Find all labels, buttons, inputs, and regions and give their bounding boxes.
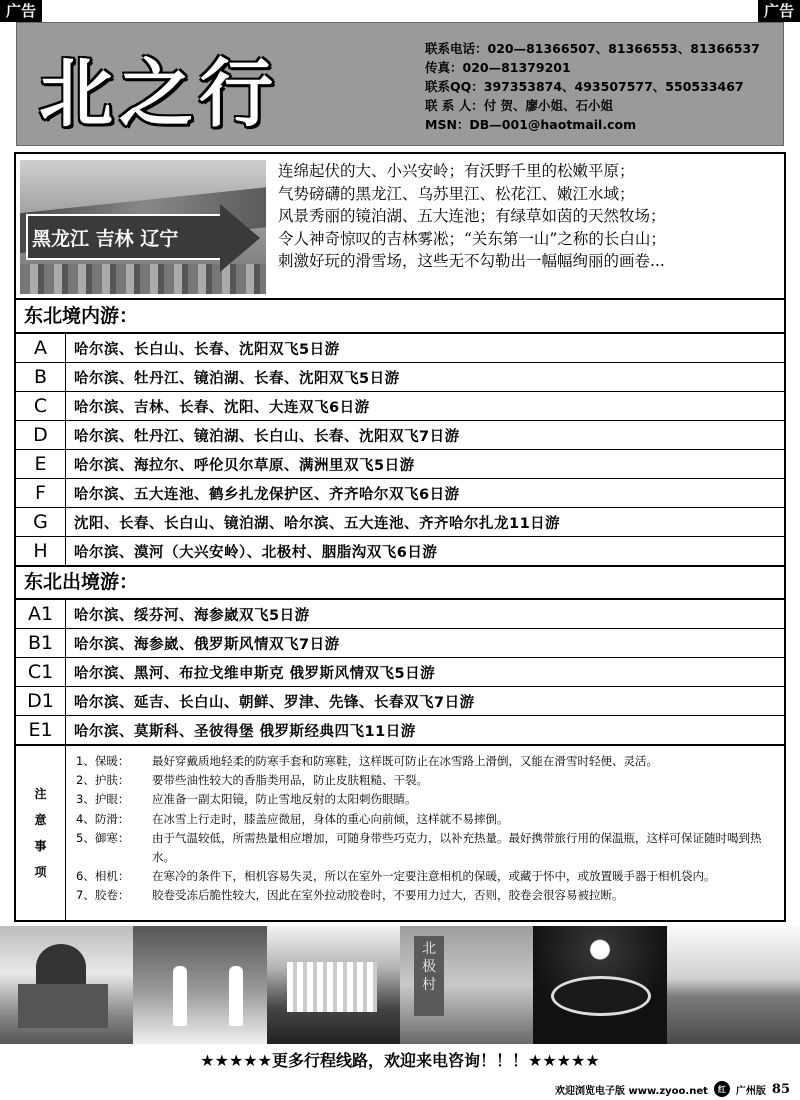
note-body: 胶卷受冻后脆性较大，因此在室外拉动胶卷时，不要用力过大，否则，胶卷会很容易被拉断。 [152, 888, 624, 903]
route-name: 哈尔滨、五大连池、鹤乡扎龙保护区、齐齐哈尔双飞6日游 [74, 486, 460, 503]
route-row [16, 334, 784, 363]
crane-icon [173, 966, 187, 1026]
note-item [76, 790, 782, 809]
note-item [76, 829, 782, 867]
cathedral-photo [0, 926, 133, 1044]
waterfall-icon [287, 962, 377, 1012]
route-code: D [16, 421, 66, 449]
route-code: A1 [16, 600, 66, 628]
route-row [16, 629, 784, 658]
route-name: 哈尔滨、莫斯科、圣彼得堡 俄罗斯经典四飞11日游 [74, 723, 416, 740]
note-title: 7、胶卷： [76, 888, 130, 903]
travel-notes [16, 746, 784, 920]
lake-icon [551, 976, 651, 1016]
contact-qq: 联系QQ：397353874、493507577、550533467 [425, 79, 744, 94]
route-code: E1 [16, 716, 66, 744]
note-body: 应准备一副太阳镜，防止雪地反射的太阳刺伤眼睛。 [152, 792, 417, 807]
route-code: H [16, 537, 66, 565]
route-code: C1 [16, 658, 66, 686]
notes-list [66, 746, 782, 920]
edition-label: 广州版 [735, 1085, 766, 1097]
note-item [76, 752, 782, 771]
domestic-route-list [16, 334, 784, 567]
note-title: 1、保暖： [76, 754, 130, 768]
route-code: E [16, 450, 66, 478]
route-name: 哈尔滨、吉林、长春、沈阳、大连双飞6日游 [74, 399, 370, 416]
intro-line: 连绵起伏的大、小兴安岭；有沃野千里的松嫩平原； [278, 162, 635, 180]
crater-lake-photo [533, 926, 666, 1044]
provinces-caption: 黑龙江 吉林 辽宁 [32, 228, 179, 250]
abroad-section-title: 东北出境游： [16, 566, 784, 600]
contact-persons: 联 系 人：付 贺、廖小姐、石小姐 [425, 98, 614, 113]
route-name: 哈尔滨、牡丹江、镜泊湖、长白山、长春、沈阳双飞7日游 [74, 428, 460, 445]
note-body: 在寒冷的条件下，相机容易失灵，所以在室外一定要注意相机的保暖，或藏于怀中，或放置暖手器于相机袋内。 [152, 869, 716, 884]
route-row [16, 421, 784, 450]
route-name: 哈尔滨、牡丹江、镜泊湖、长春、沈阳双飞5日游 [74, 370, 400, 387]
route-row [16, 687, 784, 716]
route-code: A [16, 334, 66, 362]
note-item [76, 886, 782, 905]
route-row [16, 716, 784, 746]
footer-website[interactable]: 欢迎浏览电子版 www.zyoo.net [554, 1085, 708, 1097]
note-item [76, 771, 782, 790]
page-footer [555, 1080, 790, 1098]
route-name: 哈尔滨、漠河（大兴安岭）、北极村、胭脂沟双飞6日游 [74, 544, 438, 561]
itinerary-box [14, 152, 786, 922]
note-title: 2、护肤： [76, 773, 130, 788]
cranes-photo [133, 926, 266, 1044]
route-row [16, 450, 784, 479]
northeast-road-sign-photo [20, 160, 266, 294]
route-name: 哈尔滨、海参崴、俄罗斯风情双飞7日游 [74, 636, 340, 653]
route-code: F [16, 479, 66, 507]
intro-line: 风景秀丽的镜泊湖、五大连池；有绿草如茵的天然牧场； [278, 207, 666, 225]
contact-info [425, 39, 760, 134]
ad-label-left: 广告 [0, 0, 42, 22]
brand-logo-text: 北之行 [39, 51, 279, 137]
inquiry-banner: ★★★★★更多行程线路，欢迎来电咨询！！！★★★★★ [200, 1051, 600, 1070]
header-banner [16, 22, 784, 146]
route-name: 哈尔滨、黑河、布拉戈维申斯克 俄罗斯风情双飞5日游 [74, 665, 436, 682]
note-body: 要带些油性较大的香脂类用品，防止皮肤粗糙、干裂。 [152, 773, 428, 788]
ad-label-right: 广告 [758, 0, 800, 22]
route-row [16, 600, 784, 629]
domestic-section-title: 东北境内游： [16, 300, 784, 334]
route-row [16, 392, 784, 421]
route-code: G [16, 508, 66, 536]
scenery-photo-strip [0, 926, 800, 1044]
intro-section [16, 154, 784, 300]
abroad-route-list [16, 600, 784, 746]
stone-inscription: 北极村 [421, 941, 436, 993]
note-title: 4、防滑： [76, 811, 130, 826]
note-item [76, 810, 782, 829]
route-name: 哈尔滨、长白山、长春、沈阳双飞5日游 [74, 341, 340, 358]
contact-fax: 传真：020—81379201 [425, 60, 571, 75]
route-code: D1 [16, 687, 66, 715]
route-row [16, 363, 784, 392]
note-item [76, 867, 782, 886]
route-row [16, 508, 784, 537]
intro-line: 气势磅礴的黑龙江、乌苏里江、松花江、嫩江水域； [278, 184, 635, 203]
publisher-logo-icon: 红 [714, 1081, 730, 1097]
route-code: B [16, 363, 66, 391]
route-row [16, 479, 784, 508]
note-title: 5、御寒： [76, 830, 130, 845]
note-body: 最好穿戴质地轻柔的防寒手套和防寒鞋，这样既可防止在冰雪路上滑倒，又能在滑雪时轻便、灵活。 [152, 754, 658, 768]
waterfall-photo [267, 926, 400, 1044]
route-name: 哈尔滨、延吉、长白山、朝鲜、罗津、先锋、长春双飞7日游 [74, 694, 475, 711]
route-name: 哈尔滨、海拉尔、呼伦贝尔草原、满洲里双飞5日游 [74, 457, 415, 474]
contact-phone: 联系电话：020—81366507、81366553、81366537 [425, 41, 760, 56]
crane-icon [229, 966, 243, 1026]
intro-line: 令人神奇惊叹的吉林雾凇；“关东第一山”之称的长白山； [278, 229, 666, 248]
note-body: 由于气温较低，所需热量相应增加，可随身带些巧克力，以补充热量。最好携带旅行用的保温瓶，这样可保证随时喝到热水。 [152, 830, 762, 865]
grassland-photo [667, 926, 800, 1044]
route-row [16, 537, 784, 567]
route-code: C [16, 392, 66, 420]
note-body: 在冰雪上行走时，膝盖应微屈，身体的重心向前倾，这样就不易摔倒。 [152, 811, 509, 826]
contact-msn: MSN：DB—001@haotmail.com [425, 117, 637, 132]
arctic-village-photo [400, 926, 533, 1044]
route-name: 哈尔滨、绥芬河、海参崴双飞5日游 [74, 607, 310, 624]
route-name: 沈阳、长春、长白山、镜泊湖、哈尔滨、五大连池、齐齐哈尔扎龙11日游 [74, 515, 561, 532]
intro-line: 刺激好玩的滑雪场，这些无不勾勒出一幅幅绚丽的画卷... [278, 252, 665, 270]
route-code: B1 [16, 629, 66, 657]
note-title: 6、相机： [76, 869, 130, 884]
intro-text [278, 160, 784, 273]
note-title: 3、护眼： [76, 792, 130, 807]
route-row [16, 658, 784, 687]
notes-label: 注 意 事 项 [16, 746, 66, 920]
page-number: 85 [771, 1081, 790, 1097]
